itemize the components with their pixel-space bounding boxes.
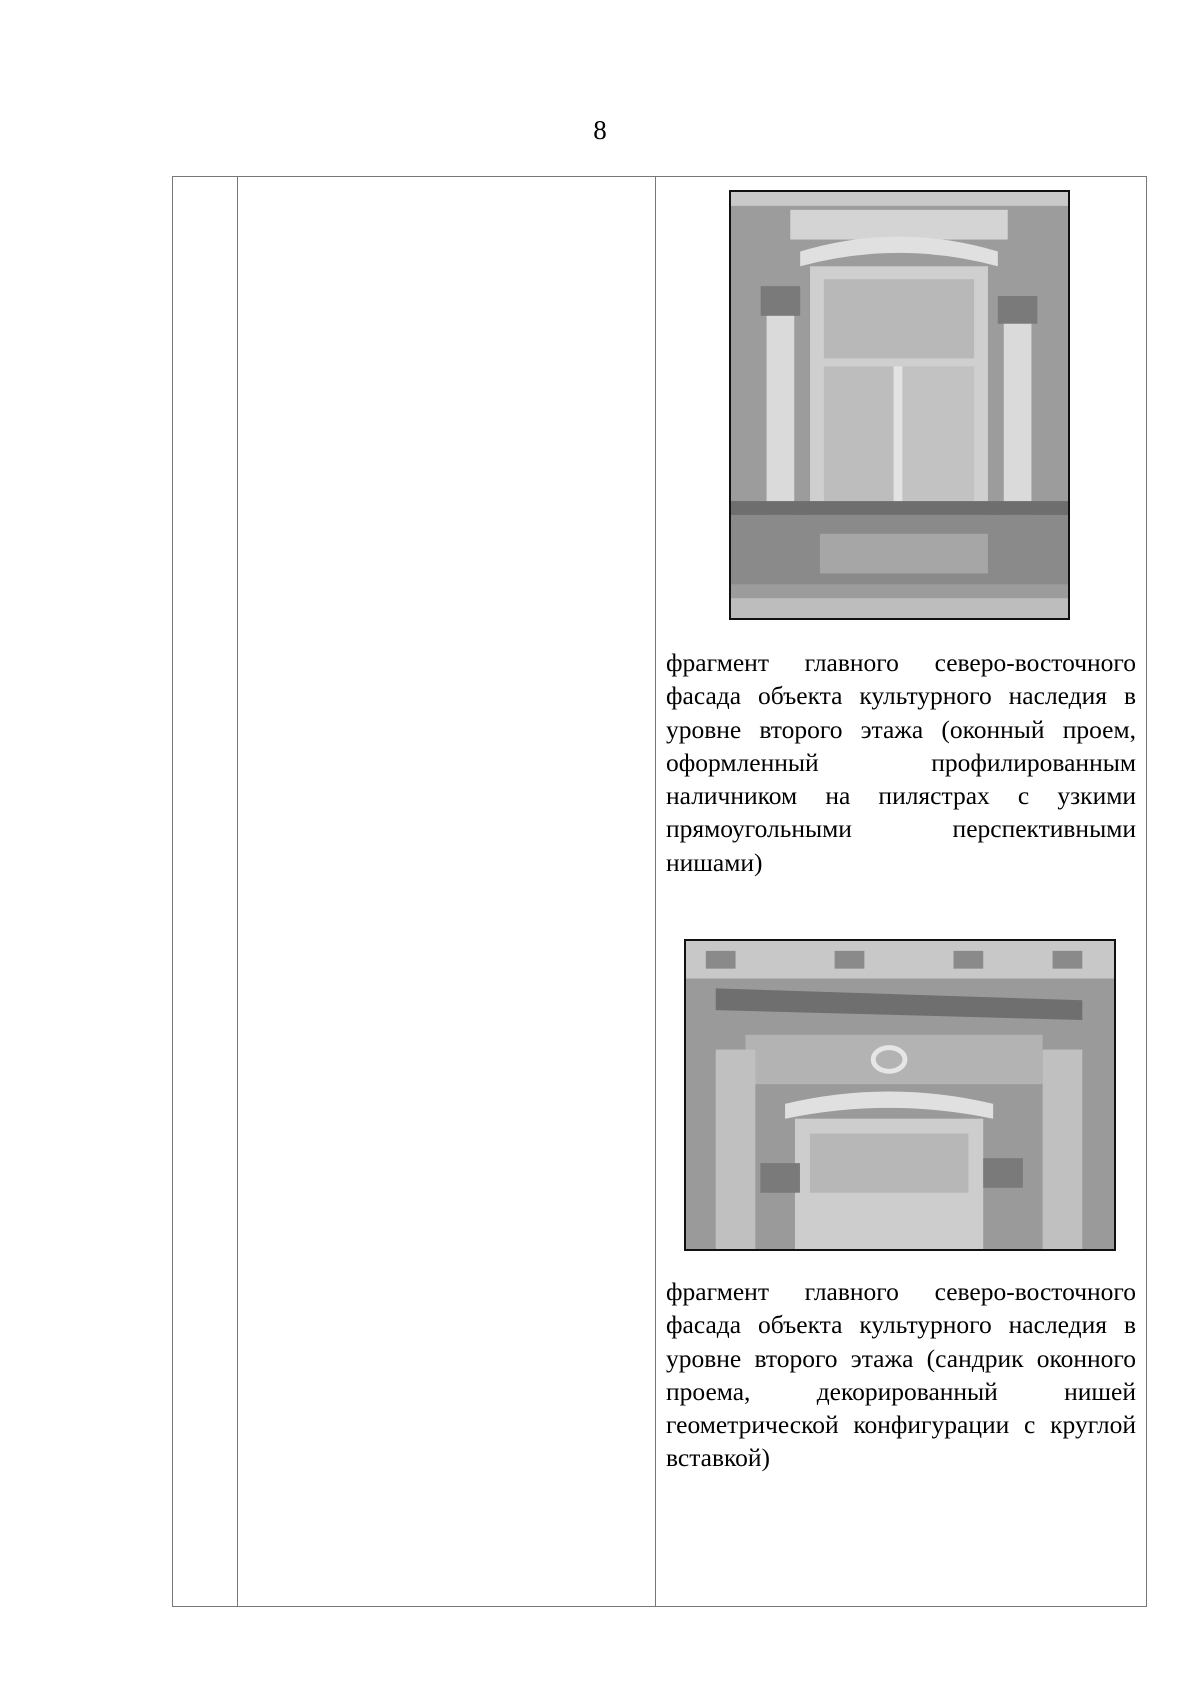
photo-caption: фрагмент главного северо-восточного фасада объекта культурного наследия в уровне второго этажа (сандрик оконного проема, декорированный нишей геометрической конфигурации с круглой вставкой): [666, 1277, 1136, 1473]
photo-caption: фрагмент главного северо-восточного фасада объекта культурного наследия в уровне второго этажа (оконный проем, оформленный профилированным наличником на пилястрах с узкими прямоугольными перспективными нишами): [666, 648, 1136, 877]
facade-sandrik-photo: [684, 939, 1116, 1251]
page-number: 8: [593, 115, 607, 145]
column-divider: [237, 177, 238, 1606]
